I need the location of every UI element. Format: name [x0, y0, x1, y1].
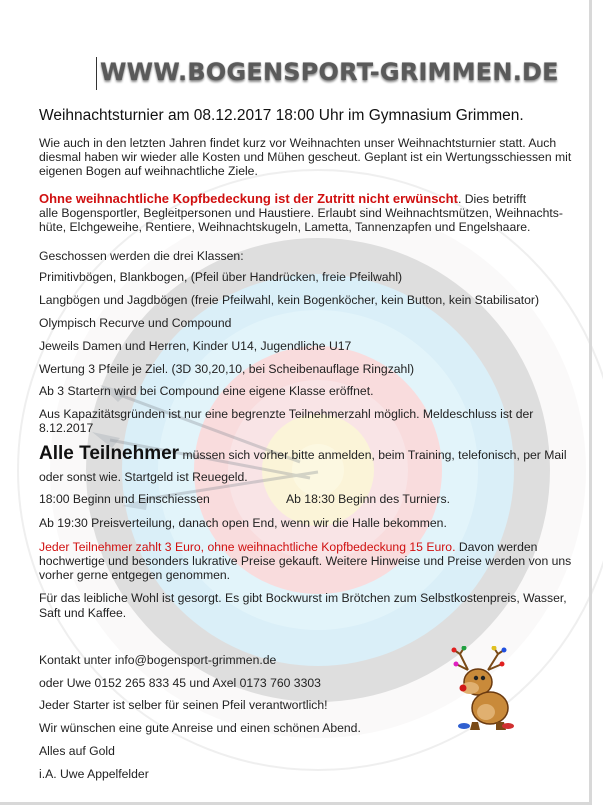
- dresscode-line-1-rest: . Dies betrifft: [457, 192, 527, 206]
- divisions: Jeweils Damen und Herren, Kinder U14, Jugendliche U17: [39, 339, 352, 353]
- text-cursor: [96, 57, 97, 90]
- schedule-tournament: Ab 18:30 Beginn des Turniers.: [286, 492, 450, 506]
- contact-phones: oder Uwe 0152 265 833 45 und Axel 0173 760 3303: [39, 676, 321, 690]
- registration-emphasis: Alle Teilnehmer: [39, 443, 180, 464]
- fee-line-1-rest: Davon werden: [455, 540, 538, 554]
- dresscode-warning: Ohne weihnachtliche Kopfbedeckung ist der Zutritt nicht erwünscht: [39, 191, 458, 206]
- registration-line-1: [39, 443, 567, 464]
- event-heading: Weihnachtsturnier am 08.12.2017 18:00 Uhr im Gymnasium Grimmen.: [39, 107, 524, 124]
- schedule-begin: 18:00 Beginn und Einschiessen: [39, 492, 210, 506]
- compound-note: Ab 3 Startern wird bei Compound eine eigene Klasse eröffnet.: [39, 384, 374, 398]
- catering-line-2: Saft und Kaffee.: [39, 606, 127, 620]
- responsibility-note: Jeder Starter ist selber für seinen Pfeil verantwortlich!: [39, 698, 328, 712]
- fee-line-2: hochwertige und besonders lukrative Preise gekauft. Weitere Hinweise und Preise werden von uns: [39, 554, 572, 568]
- schedule-awards: Ab 19:30 Preisverteilung, danach open End, wenn wir die Halle bekommen.: [39, 516, 447, 530]
- class-item: Olympisch Recurve und Compound: [39, 316, 232, 330]
- fee-line-1: [39, 540, 537, 555]
- signature: i.A. Uwe Appelfelder: [39, 767, 149, 781]
- intro-line-2: diesmal haben wir wieder alle Kosten und Mühen gescheut. Geplant ist ein Wertungsschiessen mit: [39, 150, 572, 164]
- greeting: Alles auf Gold: [39, 744, 115, 758]
- class-item: Primitivbögen, Blankbogen, (Pfeil über Handrücken, freie Pfeilwahl): [39, 270, 403, 284]
- intro-line-3: eigenen Bogen auf weihnachtliche Ziele.: [39, 164, 258, 178]
- classes-intro: Geschossen werden die drei Klassen:: [39, 249, 244, 263]
- intro-line-1: Wie auch in den letzten Jahren findet kurz vor Weihnachten unser Weihnachtsturnier statt. Auch: [39, 136, 557, 150]
- class-item: Langbögen und Jagdbögen (freie Pfeilwahl, kein Bogenköcher, kein Button, kein Stabilisator): [39, 293, 540, 307]
- reindeer-icon: [446, 646, 522, 732]
- dresscode-line-3: hüte, Elchgeweihe, Rentiere, Weihnachtskugeln, Lametta, Tannenzapfen und Engelshaare.: [39, 220, 531, 234]
- fee-notice: Jeder Teilnehmer zahlt 3 Euro, ohne weihnachtliche Kopfbedeckung 15 Euro.: [39, 540, 456, 554]
- catering-line-1: Für das leibliche Wohl ist gesorgt. Es gibt Bockwurst im Brötchen zum Selbstkostenpreis, Wasser,: [39, 591, 567, 605]
- dresscode-line-1: [39, 192, 526, 207]
- registration-line-2: oder sonst wie. Startgeld ist Reuegeld.: [39, 470, 248, 484]
- contact-email: Kontakt unter info@bogensport-grimmen.de: [39, 653, 277, 667]
- dresscode-line-2: alle Bogensportler, Begleitpersonen und Haustiere. Erlaubt sind Weihnachtsmützen, Weihnachts-: [39, 206, 563, 220]
- farewell: Wir wünschen eine gute Anreise und einen schönen Abend.: [39, 721, 361, 735]
- registration-line-1-rest: müssen sich vorher bitte anmelden, beim Training, telefonisch, per Mail: [179, 448, 567, 462]
- fee-line-3: vorher gerne entgegen genommen.: [39, 568, 231, 582]
- site-title: WWW.BOGENSPORT-GRIMMEN.DE: [100, 58, 559, 86]
- capacity-line-1: Aus Kapazitätsgründen ist nur eine begrenzte Teilnehmerzahl möglich. Meldeschluss ist der: [39, 407, 534, 421]
- scoring-rules: Wertung 3 Pfeile je Ziel. (3D 30,20,10, bei Scheibenauflage Ringzahl): [39, 362, 415, 376]
- capacity-line-2: 8.12.2017: [39, 421, 94, 435]
